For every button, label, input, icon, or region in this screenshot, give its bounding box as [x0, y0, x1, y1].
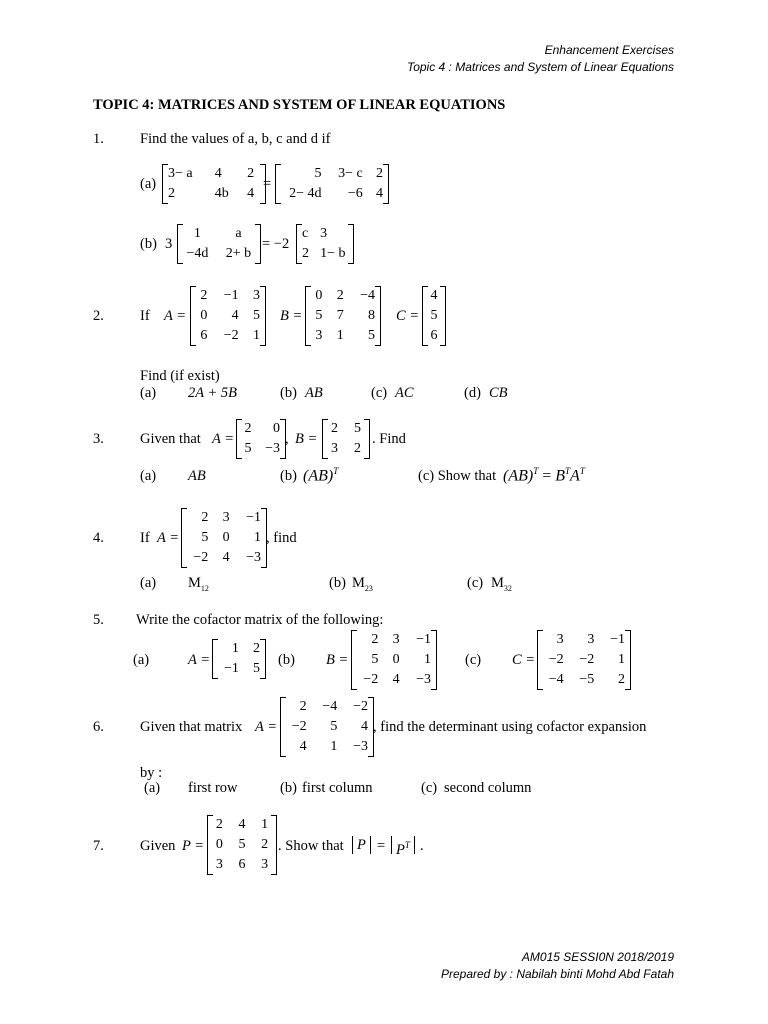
matrix-cell: 6 — [430, 328, 438, 343]
matrix-cell: 5 — [330, 719, 338, 734]
q6-matrix-a — [280, 697, 374, 757]
q2-b-label: B = — [280, 308, 303, 324]
matrix-cell: 4 — [376, 186, 383, 201]
q7-det-p: P — [352, 836, 371, 854]
matrix-cell: 3 — [315, 328, 323, 343]
q2-if: If — [140, 308, 150, 324]
matrix-cell: 3 — [392, 632, 400, 647]
q1b-label: (b) — [140, 236, 157, 252]
matrix-cell: −5 — [579, 672, 595, 687]
footer-session: AM015 SESSI0N 2018/2019 — [521, 950, 674, 964]
q6-part-c-text: second column — [444, 780, 532, 796]
q2-part-b-expr: AB — [305, 385, 323, 401]
matrix-cell: 2 — [215, 817, 223, 832]
matrix-cell: 0 — [200, 308, 208, 323]
matrix-cell: 1 — [618, 652, 625, 667]
q5-matrix-c — [537, 630, 631, 690]
matrix-cell: 2 — [299, 699, 307, 714]
matrix-cell: 2 — [201, 510, 209, 525]
q2-part-a-expr: 2A + 5B — [188, 385, 237, 401]
q1b-rhs-matrix — [296, 224, 354, 264]
matrix-cell: 4 — [231, 308, 239, 323]
matrix-cell: 2+ b — [225, 246, 252, 261]
matrix-cell: −2 — [353, 699, 368, 714]
matrix-cell: 5 — [430, 308, 438, 323]
q6-part-a-text: first row — [188, 780, 238, 796]
matrix-cell: 2 — [253, 641, 260, 656]
q1a-rhs-matrix — [275, 164, 389, 204]
q2-matrix-b — [305, 286, 381, 346]
q4-matrix-a — [181, 508, 267, 568]
matrix-cell: 2 — [354, 441, 361, 456]
q4-if: If — [140, 530, 150, 546]
q2-matrix-a — [190, 286, 266, 346]
matrix-cell: 5 — [238, 837, 246, 852]
matrix-cell: −1 — [223, 288, 239, 303]
q3-matrix-b — [322, 419, 370, 459]
question-1-number: 1. — [93, 131, 104, 147]
q2-part-b-label: (b) — [280, 385, 297, 401]
matrix-cell: 2 — [376, 166, 383, 181]
matrix-cell: 2 — [331, 421, 338, 436]
matrix-cell: 3 — [253, 288, 260, 303]
matrix-cell: a — [235, 226, 242, 241]
matrix-cell: −2 — [193, 550, 209, 565]
matrix-cell: 1 — [336, 328, 344, 343]
q7-text: Given — [140, 838, 176, 854]
q5-matrix-a — [212, 639, 266, 679]
q1b-coefficient: 3 — [165, 236, 173, 252]
matrix-cell: −2 — [579, 652, 595, 667]
q3-find: . Find — [372, 431, 406, 447]
matrix-cell: −1 — [610, 632, 625, 647]
q2-a-label: A = — [164, 308, 187, 324]
q4-part-b-minor: $M_{23}$ — [352, 575, 373, 593]
matrix-cell: 3− c — [338, 166, 363, 181]
q3-comma: , — [285, 431, 289, 447]
q6-part-a-label: (a) — [144, 780, 161, 796]
matrix-cell: 0 — [273, 421, 280, 436]
matrix-cell: 1 — [231, 641, 239, 656]
matrix-cell: 1 — [253, 328, 260, 343]
q5-a-label: A = — [188, 652, 211, 668]
question-2-number: 2. — [93, 308, 104, 324]
q2-part-c-expr: AC — [395, 385, 414, 401]
q3-part-a-label: (a) — [140, 468, 157, 484]
matrix-cell: 3 — [587, 632, 595, 647]
matrix-cell: 1 — [261, 817, 269, 832]
header-line-1: Enhancement Exercises — [544, 43, 674, 57]
matrix-cell: 3 — [215, 857, 223, 872]
q5-b-label: B = — [326, 652, 349, 668]
q2-part-a-label: (a) — [140, 385, 157, 401]
matrix-cell: 6 — [238, 857, 246, 872]
matrix-cell: 4 — [222, 550, 230, 565]
matrix-cell: −4 — [322, 699, 338, 714]
matrix-cell: −4 — [548, 672, 564, 687]
matrix-cell: −3 — [265, 441, 280, 456]
q7-matrix-p — [207, 815, 277, 875]
q5-part-a-label: (a) — [133, 652, 150, 668]
matrix-cell: 1 — [193, 226, 201, 241]
q4-part-b-label: (b) — [329, 575, 346, 591]
matrix-cell: 4 — [299, 739, 307, 754]
q6-part-b-label: (b) — [280, 780, 297, 796]
matrix-cell: −3 — [353, 739, 368, 754]
matrix-cell: c — [302, 226, 309, 241]
q7-det-pt: $P^T$ — [391, 836, 415, 854]
q4-a-label: A = — [157, 530, 180, 546]
matrix-cell: 0 — [315, 288, 323, 303]
matrix-cell: 3 — [320, 226, 328, 241]
matrix-cell: −2 — [548, 652, 564, 667]
q2-c-label: C = — [396, 308, 420, 324]
matrix-cell: 1 — [330, 739, 338, 754]
matrix-cell: 1 — [254, 530, 261, 545]
q1b-lhs-matrix — [177, 224, 261, 264]
q6-a-label: A = — [255, 719, 278, 735]
matrix-cell: −2 — [363, 672, 379, 687]
matrix-cell: 5 — [253, 661, 260, 676]
question-1-text: Find the values of a, b, c and d if — [140, 131, 331, 147]
matrix-cell: 3 — [331, 441, 338, 456]
matrix-cell: 5 — [314, 166, 322, 181]
matrix-cell: −2 — [223, 328, 239, 343]
matrix-cell: 4 — [430, 288, 438, 303]
q5-part-b-label: (b) — [278, 652, 295, 668]
matrix-cell: 2 — [371, 632, 379, 647]
q3-a-label: A = — [212, 431, 235, 447]
q3-text: Given that — [140, 431, 201, 447]
matrix-cell: 2 — [247, 166, 255, 181]
matrix-cell: 2 — [302, 246, 309, 261]
matrix-cell: −4 — [360, 288, 375, 303]
matrix-cell: 5 — [315, 308, 323, 323]
matrix-cell: 4 — [247, 186, 255, 201]
page-title: TOPIC 4: MATRICES AND SYSTEM OF LINEAR EQUATIONS — [93, 97, 506, 113]
q5-text: Write the cofactor matrix of the following: — [136, 612, 384, 628]
matrix-cell: 1 — [424, 652, 431, 667]
q6-part-c-label: (c) — [421, 780, 438, 796]
matrix-cell: 7 — [336, 308, 344, 323]
q7-p-label: P = — [182, 838, 205, 854]
matrix-cell: 1− b — [320, 246, 346, 261]
matrix-cell: 4 — [392, 672, 400, 687]
q6-text-2: , find the determinant using cofactor expansion — [373, 719, 647, 735]
matrix-cell: 0 — [222, 530, 230, 545]
matrix-cell: 0 — [392, 652, 400, 667]
q2-find: Find (if exist) — [140, 368, 220, 384]
matrix-cell: 4 — [361, 719, 368, 734]
q4-part-c-label: (c) — [467, 575, 484, 591]
matrix-cell: −4d — [186, 246, 209, 261]
matrix-cell: 5 — [354, 421, 361, 436]
footer-author: Prepared by : Nabilah binti Mohd Abd Fatah — [440, 967, 674, 981]
matrix-cell: 2 — [336, 288, 344, 303]
question-4-number: 4. — [93, 530, 104, 546]
q2-matrix-c — [422, 286, 446, 346]
matrix-cell: −1 — [223, 661, 239, 676]
q3-part-c-label: (c) Show that — [418, 468, 497, 484]
matrix-cell: 3 — [556, 632, 564, 647]
q7-end: . — [420, 838, 424, 854]
matrix-cell: 2 — [244, 421, 252, 436]
q1b-coefficient-2: = −2 — [262, 236, 290, 252]
matrix-cell: 5 — [371, 652, 379, 667]
matrix-cell: 5 — [201, 530, 209, 545]
q3-part-c-expr: $(AB)^T = B^TA^T$ — [503, 466, 585, 485]
matrix-cell: 5 — [368, 328, 375, 343]
matrix-cell: 2 — [618, 672, 625, 687]
q3-part-a-expr: AB — [188, 468, 206, 484]
matrix-cell: 2 — [261, 837, 269, 852]
q1a-lhs-matrix — [162, 164, 266, 204]
q7-show: . Show that — [278, 838, 344, 854]
matrix-cell: −6 — [347, 186, 363, 201]
q1a-label: (a) — [140, 176, 157, 192]
q5-part-c-label: (c) — [465, 652, 482, 668]
q6-by: by : — [140, 765, 163, 781]
q4-part-c-minor: $M_{32}$ — [491, 575, 512, 593]
matrix-cell: 8 — [368, 308, 375, 323]
matrix-cell: 2 — [200, 288, 208, 303]
matrix-cell: 6 — [200, 328, 208, 343]
q3-b-label: B = — [295, 431, 318, 447]
matrix-cell: −1 — [416, 632, 431, 647]
q4-find: , find — [266, 530, 297, 546]
matrix-cell: −2 — [291, 719, 307, 734]
q5-c-label: C = — [512, 652, 536, 668]
q2-part-c-label: (c) — [371, 385, 388, 401]
question-5-number: 5. — [93, 612, 104, 628]
matrix-cell: 3 — [261, 857, 269, 872]
matrix-cell: 5 — [244, 441, 252, 456]
question-3-number: 3. — [93, 431, 104, 447]
matrix-cell: 0 — [215, 837, 223, 852]
matrix-cell: −1 — [246, 510, 261, 525]
matrix-cell: −3 — [416, 672, 431, 687]
q4-part-a-label: (a) — [140, 575, 157, 591]
matrix-cell: −3 — [246, 550, 261, 565]
matrix-cell: 2 — [168, 186, 175, 201]
matrix-cell: 4b — [214, 186, 229, 201]
question-7-number: 7. — [93, 838, 104, 854]
q4-part-a-minor: $M_{12}$ — [188, 575, 209, 593]
header-line-2: Topic 4 : Matrices and System of Linear Equations — [406, 60, 674, 74]
question-6-number: 6. — [93, 719, 104, 735]
q3-matrix-a — [236, 419, 286, 459]
q2-part-d-expr: CB — [489, 385, 508, 401]
matrix-cell: 3− a — [168, 166, 193, 181]
q5-matrix-b — [351, 630, 437, 690]
q3-part-b-expr: (AB)$^T$ — [303, 466, 339, 485]
matrix-cell: 2− 4d — [289, 186, 322, 201]
matrix-cell: 3 — [222, 510, 230, 525]
matrix-cell: 4 — [238, 817, 246, 832]
matrix-cell: 5 — [253, 308, 260, 323]
q7-equals: = — [377, 838, 386, 854]
equals-sign: = — [263, 176, 272, 192]
q2-part-d-label: (d) — [464, 385, 481, 401]
matrix-cell: 4 — [214, 166, 222, 181]
q3-part-b-label: (b) — [280, 468, 297, 484]
q6-text: Given that matrix — [140, 719, 243, 735]
q6-part-b-text: first column — [302, 780, 373, 796]
